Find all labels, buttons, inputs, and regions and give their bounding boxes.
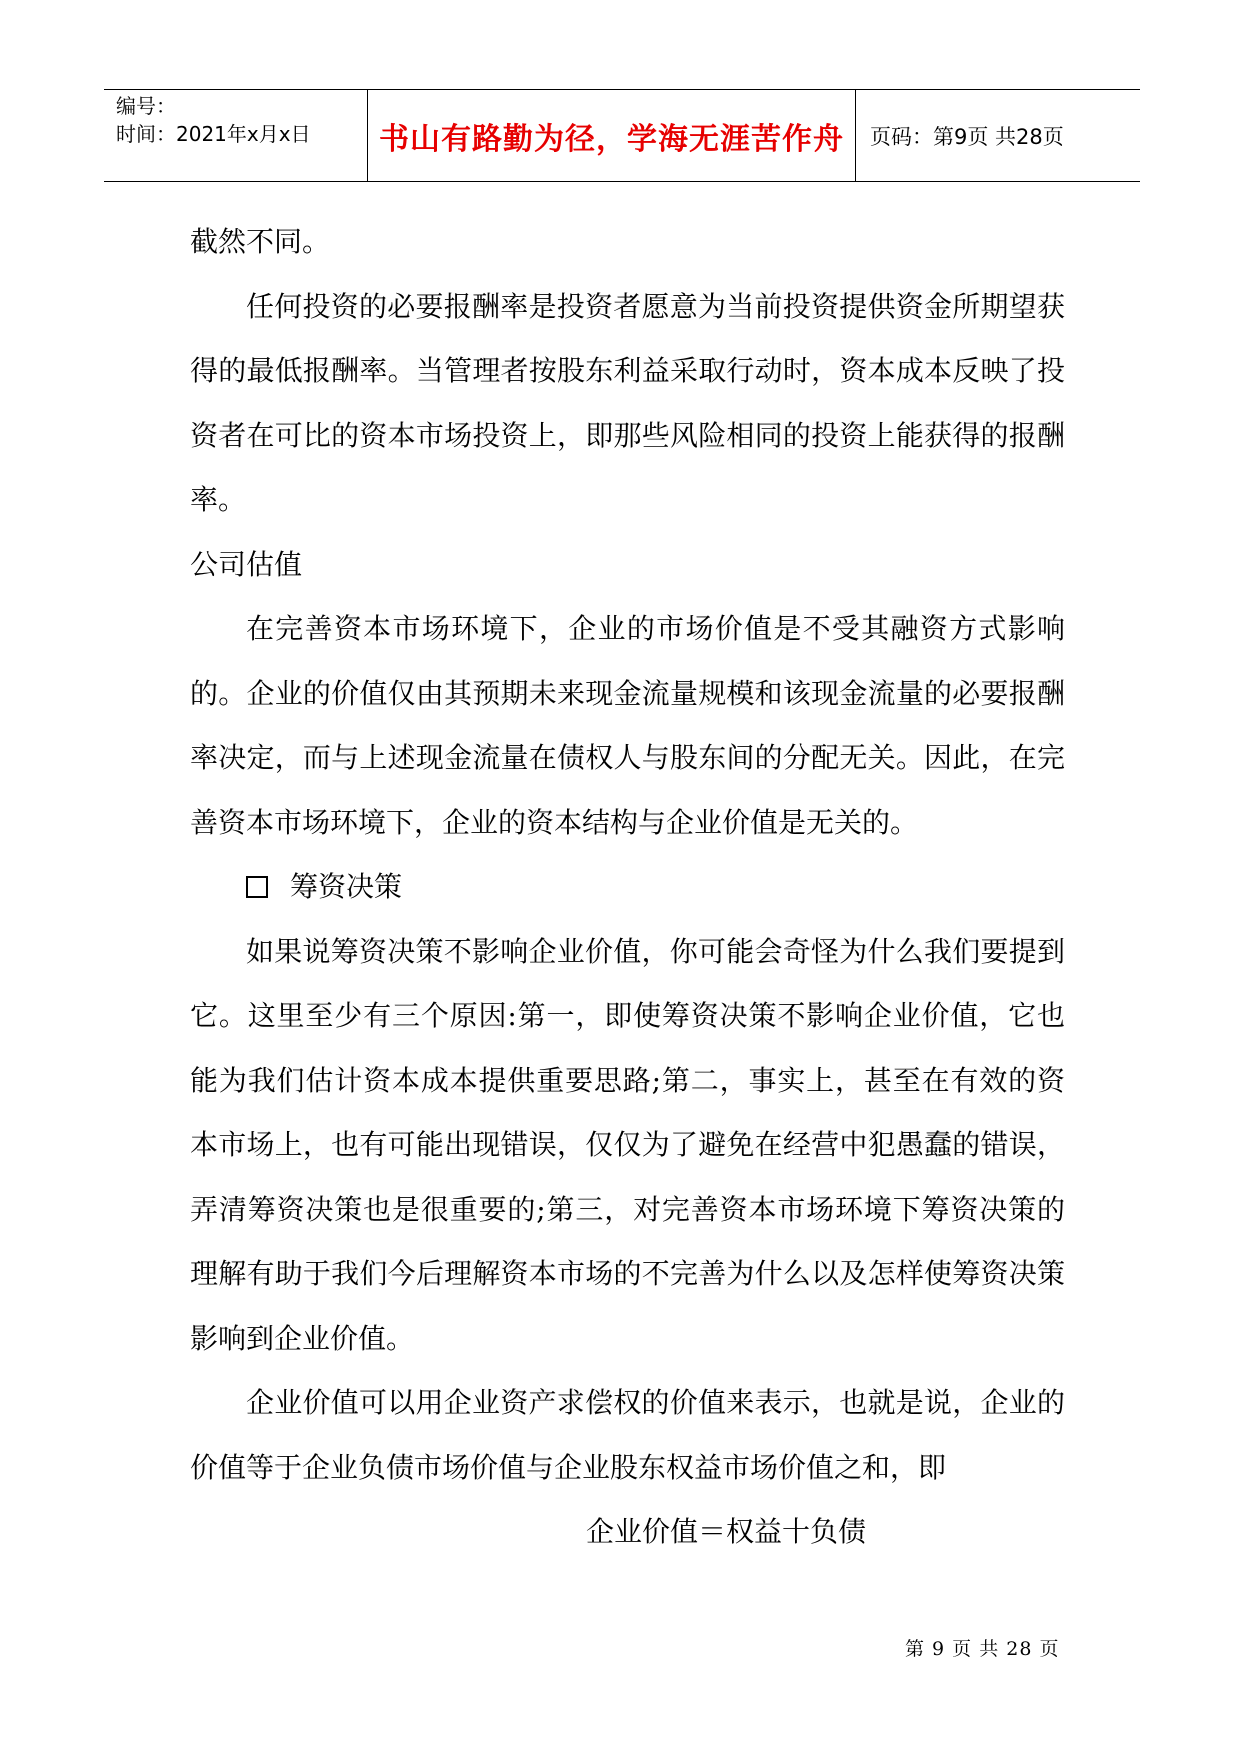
bullet-heading-financing-decision — [190, 855, 1065, 920]
checkbox-bullet-icon — [246, 876, 268, 898]
header-page-cell — [856, 90, 1140, 181]
motto-text: 书山有路勤为径，学海无涯苦作舟 — [379, 121, 844, 157]
paragraph-three-reasons: 如果说筹资决策不影响企业价值，你可能会奇怪为什么我们要提到它。这里至少有三个原因:第一，即使筹资决策不影响企业价值，它也能为我们估计资本成本提供重要思路;第二，事实上，甚至在有效的资本市场上，也有可能出现错误，仅仅为了避免在经营中犯愚蠢的错误，弄清筹资决策也是很重要的;第三，对完善资本市场环境下筹资决策的理解有助于我们今后理解资本市场的不完善为什么以及怎样使筹资决策影响到企业价值。 — [190, 934, 1065, 1355]
page-header — [104, 89, 1140, 182]
number-label: 编号： — [116, 94, 176, 118]
bullet-heading-text: 筹资决策 — [290, 870, 403, 903]
paragraph-firm-value: 企业价值可以用企业资产求偿权的价值来表示，也就是说，企业的价值等于企业负债市场价值与企业股东权益市场价值之和，即 — [190, 1386, 1065, 1484]
section-heading-company-valuation: 公司估值 — [190, 547, 303, 581]
header-motto-cell — [368, 90, 856, 181]
formula-firm-value: 企业价值＝权益十负债 — [586, 1515, 867, 1548]
header-meta-cell — [104, 90, 368, 181]
document-body — [190, 210, 1065, 1565]
paragraph-continuation: 截然不同。 — [190, 225, 331, 258]
page-footer: 第 9 页 共 28 页 — [905, 1638, 1060, 1660]
page-label: 页码：第9页 共28页 — [870, 124, 1064, 149]
paragraph-perfect-market: 在完善资本市场环境下，企业的市场价值是不受其融资方式影响的。企业的价值仅由其预期未来现金流量规模和该现金流量的必要报酬率决定，而与上述现金流量在债权人与股东间的分配无关。因此，在完善资本市场环境下，企业的资本结构与企业价值是无关的。 — [190, 612, 1065, 839]
time-label: 时间：2021年x月x日 — [116, 122, 311, 146]
paragraph-required-return: 任何投资的必要报酬率是投资者愿意为当前投资提供资金所期望获得的最低报酬率。当管理者按股东利益采取行动时，资本成本反映了投资者在可比的资本市场投资上，即那些风险相同的投资上能获得的报酬率。 — [190, 289, 1065, 516]
